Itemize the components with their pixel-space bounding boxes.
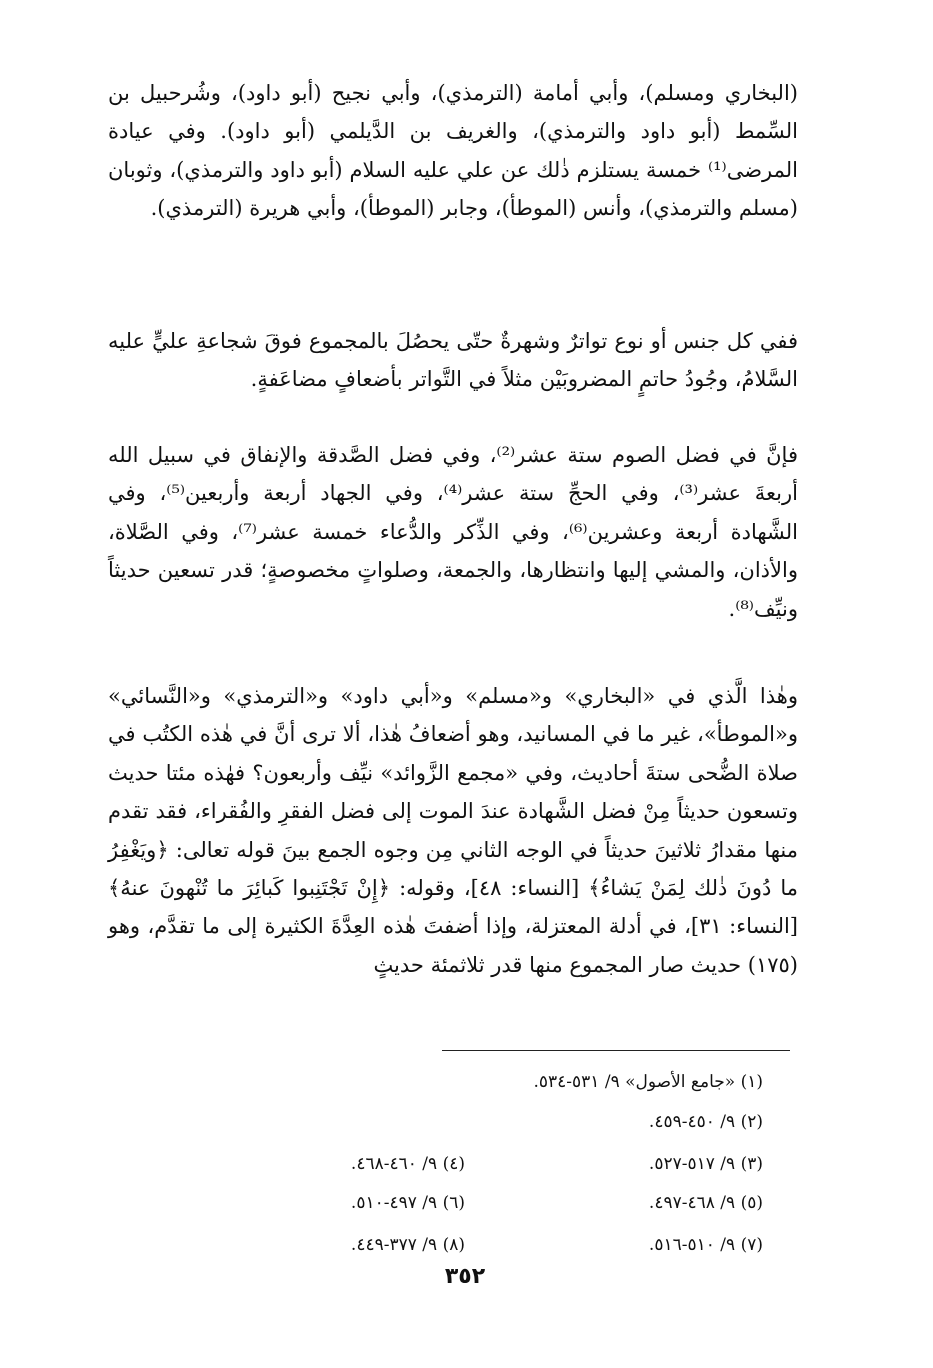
body-paragraph-2: ففي كل جنس أو نوع تواترٌ وشهرةٌ حتّى يحصُلَ بالمجموع فوقَ شجاعةِ عليٍّ عليه السَّلامُ، وجُودُ حاتمٍ المضروبَيْن مثلاً في التَّواتر بأضعافٍ مضاعَفةٍ.: [108, 329, 798, 392]
body-paragraph-1: (البخاري ومسلم)، وأبي أمامة (الترمذي)، وأبي نجيح (أبو داود)، وشُرحبيل بن السِّمط (أبو داود والترمذي)، والغريف بن الدَّيلمي (أبو داود). وفي عيادة المرضى⁽¹⁾ خمسة يستلزم ذٰلك عن علي عليه السلام (أبو داود والترمذي)، وثوبان (مسلم والترمذي)، وأنس (الموطأ)، وجابر (الموطأ)، وأبي هريرة (الترمذي).: [108, 81, 798, 221]
footnote-5: (٥) ٩/ ٤٦٨-٤٩٧.: [648, 1193, 763, 1213]
footnote-1: (١) «جامع الأصول» ٩/ ٥٣١-٥٣٤.: [533, 1072, 763, 1092]
footnote-divider: [442, 1050, 790, 1051]
body-paragraph-4: وهٰذا الَّذي في «البخاري» و«مسلم» و«أبي داود» و«الترمذي» و«النَّسائي» و«الموطأ»، غير ما في المسانيد، وهو أضعافُ هٰذا، ألا ترى أنَّ في هٰذه الكتُب في صلاة الضُّحى ستةَ أحاديث، وفي «مجمع الزَّوائد» نيِّف وأربعون؟ فهٰذه مئتا حديث وتسعون حديثاً مِنْ فضل الشَّهادة عندَ الموت إلى فضل الفقرِ والفُقراء، فقد تقدم منها مقدارُ ثلاثينَ حديثاً في الوجه الثاني مِن وجوه الجمع بينَ قوله تعالى: ﴿ويَغْفِرُ ما دُونَ ذٰلك لِمَنْ يَشاءُ﴾ [النساء: ٤٨]، وقوله: ﴿إِنْ تَجْتَنِبوا كَبائِرَ ما تُنْهونَ عنهُ﴾ [النساء: ٣١]، في أدلة المعتزلة، وإذا أضفتَ هٰذه العِدَّةَ الكثيرة إلى ما تقدَّم، وهو (١٧٥) حديث صار المجموع منها قدر ثلاثمئة حديثٍ: [108, 684, 798, 977]
footnote-8: (٨) ٩/ ٣٧٧-٤٤٩.: [350, 1235, 465, 1255]
footnote-3: (٣) ٩/ ٥١٧-٥٢٧.: [648, 1154, 763, 1174]
page-number: ٣٥٢: [444, 1264, 486, 1289]
footnote-2: (٢) ٩/ ٤٥٠-٤٥٩.: [648, 1112, 763, 1132]
footnote-6: (٦) ٩/ ٤٩٧-٥١٠.: [350, 1193, 465, 1213]
footnote-7: (٧) ٩/ ٥١٠-٥١٦.: [648, 1235, 763, 1255]
body-paragraph-3: فإنَّ في فضل الصوم ستة عشر⁽²⁾، وفي فضل الصَّدقة والإنفاق في سبيل الله أربعةَ عشر⁽³⁾، وفي الحجِّ ستة عشر⁽⁴⁾، وفي الجهاد أربعة وأربعين⁽⁵⁾، وفي الشَّهادة أربعة وعشرين⁽⁶⁾، وفي الذِّكر والدُّعاء خمسة عشر⁽⁷⁾، وفي الصَّلاة، والأذان، والمشي إليها وانتظارها، والجمعة، وصلواتٍ مخصوصةٍ؛ قدر تسعين حديثاً ونيِّف⁽⁸⁾.: [108, 443, 798, 621]
footnote-4: (٤) ٩/ ٤٦٠-٤٦٨.: [350, 1154, 465, 1174]
